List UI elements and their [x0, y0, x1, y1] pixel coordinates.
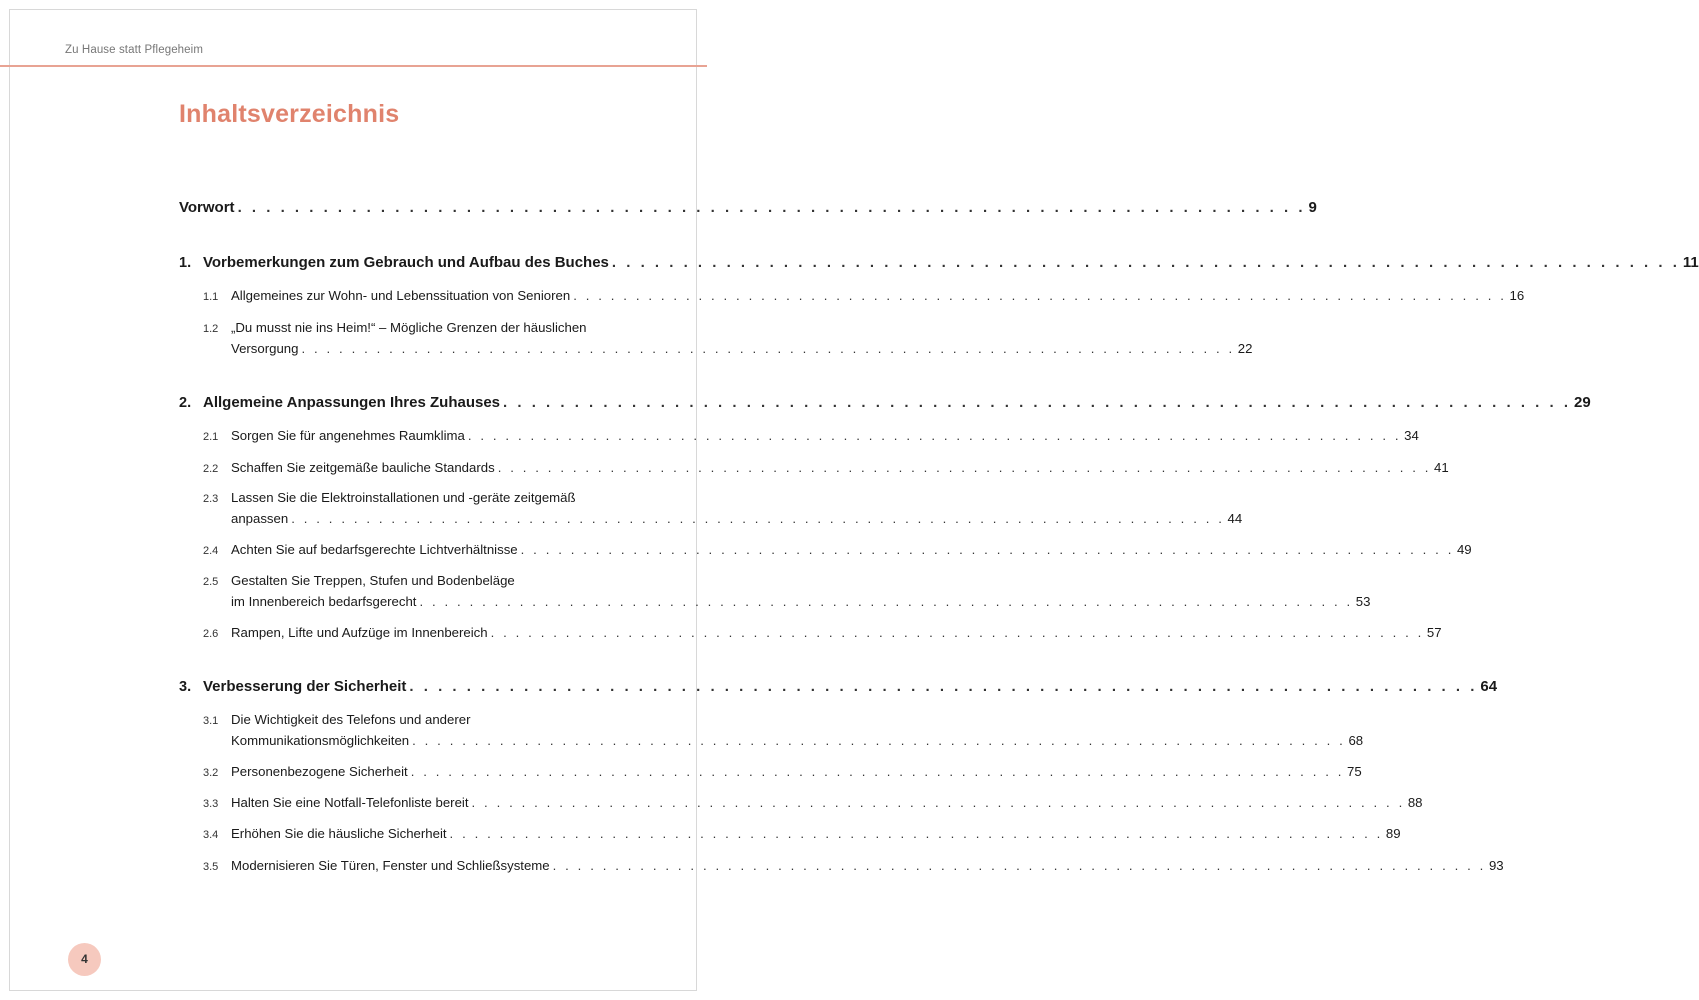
- chapter-title: Allgemeine Anpassungen Ihres Zuhauses: [203, 394, 501, 411]
- toc-page-number: 53: [1355, 594, 1371, 609]
- toc-line: [179, 762, 1362, 783]
- toc-line: [179, 199, 1317, 216]
- section-title: Gestalten Sie Treppen, Stufen und Bodenbeläge: [231, 573, 515, 588]
- toc-page-number: 16: [1509, 288, 1525, 303]
- section-number: 3.2: [203, 767, 219, 779]
- chapter-title: Vorbemerkungen zum Gebrauch und Aufbau des Buches: [203, 254, 609, 271]
- toc-chapter[interactable]: [179, 394, 1591, 411]
- toc-line: [179, 710, 652, 731]
- dot-leader: . . . . . . . . . . . . . . . . . . . . . . . . . . . . . . . . . . . . . . . . . . . . . . . . . . . . . . . . . . . . . . . . . . . . . . . . . . .: [520, 542, 1454, 557]
- toc-section[interactable]: [179, 540, 1472, 561]
- toc-section[interactable]: [179, 824, 1401, 845]
- toc-page-number: 22: [1237, 341, 1253, 356]
- dot-leader: . . . . . . . . . . . . . . . . . . . . . . . . . . . . . . . . . . . . . . . . . . . . . . . . . . . . . . . . . . . . . . . . . . . . . . . . . . .: [412, 733, 1346, 748]
- section-number: 2.4: [203, 545, 219, 557]
- toc-page-number: 93: [1488, 858, 1504, 873]
- section-title: Versorgung: [231, 341, 299, 356]
- toc-page-number: 9: [1308, 199, 1317, 216]
- section-number: 3.5: [203, 861, 219, 873]
- toc-page-number: 68: [1348, 733, 1364, 748]
- section-title: Lassen Sie die Elektroinstallationen und -geräte zeitgemäß: [231, 490, 576, 505]
- header-rule: [0, 65, 707, 67]
- toc-page-number: 44: [1227, 511, 1243, 526]
- section-title: anpassen: [231, 511, 289, 526]
- toc-title: Inhaltsverzeichnis: [179, 100, 400, 128]
- section-title: „Du musst nie ins Heim!“ – Mögliche Grenzen der häuslichen: [231, 320, 587, 335]
- section-title: im Innenbereich bedarfsgerecht: [231, 594, 417, 609]
- dot-leader: . . . . . . . . . . . . . . . . . . . . . . . . . . . . . . . . . . . . . . . . . . . . . . . . . . . . . . . . . . . . . . . . . . . . . . . . . . .: [237, 199, 1306, 216]
- toc-page-number: 11: [1682, 254, 1699, 271]
- section-title: Schaffen Sie zeitgemäße bauliche Standards: [231, 460, 495, 475]
- toc-page-number: 75: [1347, 764, 1362, 779]
- dot-leader: . . . . . . . . . . . . . . . . . . . . . . . . . . . . . . . . . . . . . . . . . . . . . . . . . . . . . . . . . . . . . . . . . . . . . . . . . . .: [497, 460, 1432, 475]
- toc-page-number: 89: [1385, 826, 1401, 841]
- toc-entry-vorwort[interactable]: [179, 199, 1317, 216]
- dot-leader: . . . . . . . . . . . . . . . . . . . . . . . . . . . . . . . . . . . . . . . . . . . . . . . . . . . . . . . . . . . . . . . . . . . . . . . . . . .: [552, 858, 1486, 873]
- section-title: Halten Sie eine Notfall-Telefonliste bereit: [231, 795, 469, 810]
- toc-line: [179, 623, 1442, 644]
- section-number: 3.4: [203, 829, 219, 841]
- chapter-number: 3.: [179, 679, 192, 695]
- toc-section[interactable]: [179, 856, 1504, 877]
- section-number: 2.6: [203, 628, 219, 640]
- toc-page-number: 49: [1456, 542, 1472, 557]
- toc-line: [179, 254, 1699, 271]
- section-title: Kommunikationsmöglichkeiten: [231, 733, 410, 748]
- dot-leader: . . . . . . . . . . . . . . . . . . . . . . . . . . . . . . . . . . . . . . . . . . . . . . . . . . . . . . . . . . . . . . . . . . . . . . . . . . .: [503, 394, 1571, 411]
- toc-section[interactable]: [179, 623, 1442, 644]
- section-number: 1.2: [203, 323, 219, 335]
- dot-leader: . . . . . . . . . . . . . . . . . . . . . . . . . . . . . . . . . . . . . . . . . . . . . . . . . . . . . . . . . . . . . . . . . . . . . . . . . . .: [409, 678, 1478, 695]
- section-title: Erhöhen Sie die häusliche Sicherheit: [231, 826, 447, 841]
- dot-leader: . . . . . . . . . . . . . . . . . . . . . . . . . . . . . . . . . . . . . . . . . . . . . . . . . . . . . . . . . . . . . . . . . . . . . . . . . . .: [490, 625, 1424, 640]
- section-title: Die Wichtigkeit des Telefons und anderer: [231, 712, 471, 727]
- dot-leader: . . . . . . . . . . . . . . . . . . . . . . . . . . . . . . . . . . . . . . . . . . . . . . . . . . . . . . . . . . . . . . . . . . . . . . . . . . .: [467, 428, 1402, 443]
- chapter-title: Verbesserung der Sicherheit: [203, 678, 407, 695]
- toc-line: [179, 824, 1401, 845]
- toc-section[interactable]: [179, 793, 1423, 814]
- toc-line: [179, 318, 652, 339]
- section-title: Modernisieren Sie Türen, Fenster und Schließsysteme: [231, 858, 550, 873]
- section-title: Personenbezogene Sicherheit: [231, 764, 408, 779]
- running-head: Zu Hause statt Pflegeheim: [65, 44, 204, 56]
- toc-line: [179, 339, 1253, 359]
- toc-line: [179, 678, 1498, 695]
- toc-section[interactable]: [179, 710, 1364, 751]
- toc-section[interactable]: [179, 286, 1525, 307]
- toc-page-number: 29: [1574, 394, 1591, 411]
- toc-line: [179, 592, 1371, 612]
- toc-line: [179, 731, 1364, 751]
- toc-line: [179, 856, 1504, 877]
- toc-page-number: 41: [1434, 460, 1449, 475]
- dot-leader: . . . . . . . . . . . . . . . . . . . . . . . . . . . . . . . . . . . . . . . . . . . . . . . . . . . . . . . . . . . . . . . . . . . . . . . . . . .: [419, 594, 1353, 609]
- toc-section[interactable]: [179, 762, 1362, 783]
- section-number: 1.1: [203, 291, 219, 303]
- section-title: Sorgen Sie für angenehmes Raumklima: [231, 428, 465, 443]
- toc-line: [179, 793, 1423, 814]
- section-number: 3.3: [203, 798, 219, 810]
- dot-leader: . . . . . . . . . . . . . . . . . . . . . . . . . . . . . . . . . . . . . . . . . . . . . . . . . . . . . . . . . . . . . . . . . . . . . . . . . . .: [449, 826, 1383, 841]
- toc-line: [179, 488, 652, 509]
- section-number: 3.1: [203, 715, 219, 727]
- dot-leader: . . . . . . . . . . . . . . . . . . . . . . . . . . . . . . . . . . . . . . . . . . . . . . . . . . . . . . . . . . . . . . . . . . . . . . . . . . .: [410, 764, 1345, 779]
- dot-leader: . . . . . . . . . . . . . . . . . . . . . . . . . . . . . . . . . . . . . . . . . . . . . . . . . . . . . . . . . . . . . . . . . . . . . . . . . . .: [471, 795, 1405, 810]
- toc-line: [179, 394, 1591, 411]
- toc-page-number: 34: [1404, 428, 1419, 443]
- toc-section[interactable]: [179, 426, 1419, 447]
- section-number: 2.3: [203, 493, 219, 505]
- toc-line: [179, 286, 1525, 307]
- toc-chapter[interactable]: [179, 678, 1498, 695]
- dot-leader: . . . . . . . . . . . . . . . . . . . . . . . . . . . . . . . . . . . . . . . . . . . . . . . . . . . . . . . . . . . . . . . . . . . . . . . . . . .: [301, 341, 1235, 356]
- chapter-number: 1.: [179, 255, 192, 271]
- toc-chapter[interactable]: [179, 254, 1699, 271]
- toc-entry-title: Vorwort: [179, 199, 235, 216]
- toc-section[interactable]: [179, 318, 1253, 359]
- toc-line: [179, 426, 1419, 447]
- toc-section[interactable]: [179, 458, 1449, 479]
- dot-leader: . . . . . . . . . . . . . . . . . . . . . . . . . . . . . . . . . . . . . . . . . . . . . . . . . . . . . . . . . . . . . . . . . . . . . . . . . . .: [611, 254, 1680, 271]
- toc-section[interactable]: [179, 488, 1243, 529]
- section-number: 2.1: [203, 431, 219, 443]
- section-title: Achten Sie auf bedarfsgerechte Lichtverhältnisse: [231, 542, 518, 557]
- section-number: 2.2: [203, 463, 219, 475]
- page-number-badge: 4: [68, 943, 101, 976]
- toc-page-number: 88: [1407, 795, 1423, 810]
- toc-line: [179, 458, 1449, 479]
- toc-page-number: 57: [1426, 625, 1442, 640]
- toc-line: [179, 540, 1472, 561]
- toc-section[interactable]: [179, 571, 1371, 612]
- toc-page-number: 64: [1480, 678, 1498, 695]
- section-number: 2.5: [203, 576, 219, 588]
- toc-line: [179, 509, 1243, 529]
- dot-leader: . . . . . . . . . . . . . . . . . . . . . . . . . . . . . . . . . . . . . . . . . . . . . . . . . . . . . . . . . . . . . . . . . . . . . . . . . . .: [291, 511, 1225, 526]
- toc-line: [179, 571, 652, 592]
- section-title: Allgemeines zur Wohn- und Lebenssituation von Senioren: [231, 288, 571, 303]
- section-title: Rampen, Lifte und Aufzüge im Innenbereich: [231, 625, 488, 640]
- chapter-number: 2.: [179, 395, 192, 411]
- dot-leader: . . . . . . . . . . . . . . . . . . . . . . . . . . . . . . . . . . . . . . . . . . . . . . . . . . . . . . . . . . . . . . . . . . . . . . . . . . .: [573, 288, 1507, 303]
